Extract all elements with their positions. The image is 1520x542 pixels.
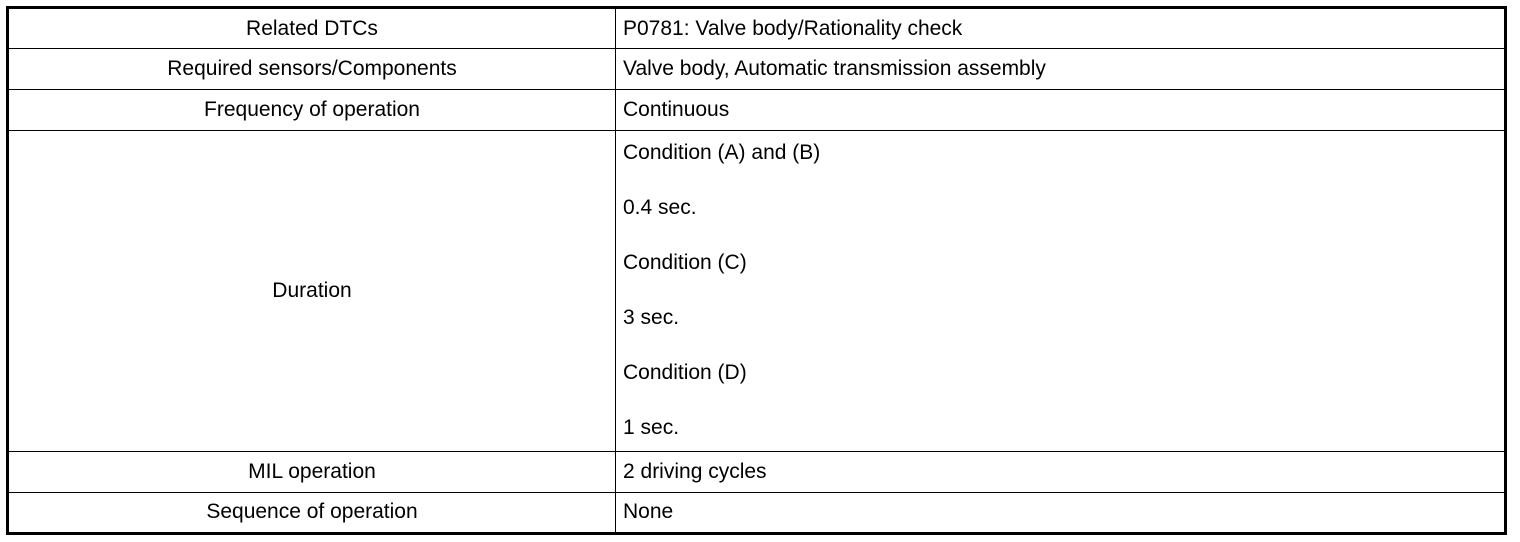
table-row xyxy=(8,49,1506,90)
row-value: Valve body, Automatic transmission assembly xyxy=(616,49,1506,90)
duration-line: Condition (A) and (B) xyxy=(623,141,821,165)
row-label: Sequence of operation xyxy=(8,492,616,533)
duration-line: Condition (C) xyxy=(623,251,747,275)
table-row xyxy=(8,492,1506,533)
duration-line: 0.4 sec. xyxy=(623,196,697,220)
row-value: P0781: Valve body/Rationality check xyxy=(616,8,1506,49)
table-row xyxy=(8,8,1506,49)
duration-line: 3 sec. xyxy=(623,306,680,330)
row-value: Continuous xyxy=(616,90,1506,131)
row-label: Related DTCs xyxy=(8,8,616,49)
duration-line: Condition (D) xyxy=(623,361,747,385)
duration-values xyxy=(616,131,1506,452)
duration-line: 1 sec. xyxy=(623,416,680,440)
table-row xyxy=(8,451,1506,492)
row-label: Frequency of operation xyxy=(8,90,616,131)
row-label: MIL operation xyxy=(8,451,616,492)
row-value: None xyxy=(616,492,1506,533)
row-value: 2 driving cycles xyxy=(616,451,1506,492)
row-label: Required sensors/Components xyxy=(8,49,616,90)
table-row-duration xyxy=(8,131,1506,452)
table-row xyxy=(8,90,1506,131)
monitor-spec-table xyxy=(6,6,1507,535)
row-label: Duration xyxy=(8,131,616,452)
